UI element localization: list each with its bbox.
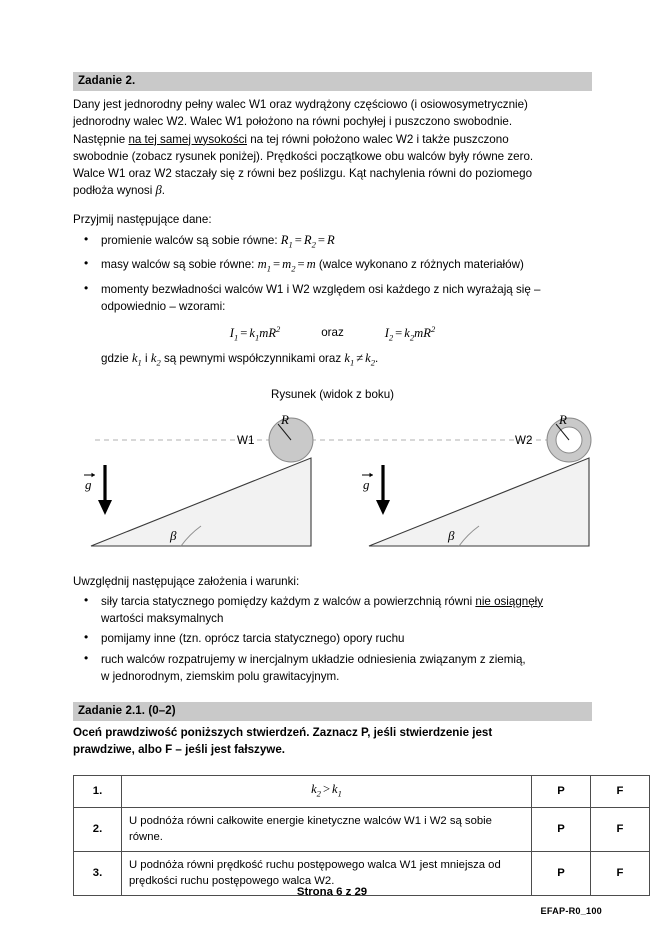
table-row [74,808,650,852]
assumptions-bullet-list [73,593,592,685]
data-bullet-radii: • promienie walców są sobie równe: $R_1 = R_2 = R$ [73,232,592,254]
answer-true-cell[interactable]: P [532,852,591,896]
formula-inertia-1: $I_1 = k_1mR^2$ [229,323,281,343]
row-number: 2. [74,808,122,852]
answer-false-cell[interactable]: F [591,808,650,852]
assumption-reference-frame: • ruch walców rozpatrujemy w inercjalnym układzie odniesienia związanym z ziemią, w jednorodnym, ziemskim polu grawitacyjnym. [73,651,592,685]
intro-line-6: podłoża wynosi β. [73,183,166,198]
row-statement: U podnóża równi całkowite energie kinetyczne walców W1 i W2 są sobie równe. [122,808,532,852]
assumption-underlined-phrase: nie osiągnęły [475,594,544,608]
data-bullet-masses: • masy walców są sobie równe: $m_1 = m_2 = m$ (walce wykonano z różnych materiałów) [73,256,592,278]
formula-masses: $m_1 = m_2 = m$ [257,257,316,274]
intro-line-3-prefix: Następnie [73,132,129,146]
incline-triangle-left [91,458,311,546]
inertia-formulas [73,323,592,342]
coefficients-note: gdzie $k_1$ i $k_2$ są pewnymi współczynnikami oraz $k_1 \ne k_2$. [101,351,379,368]
instruction-line-2: prawdziwe, albo F – jeśli jest fałszywe. [73,743,285,757]
gravity-arrow-right [376,465,390,515]
intro-line-1: Dany jest jednorodny pełny walec W1 oraz wydrążony częściowo (i osiowosymetrycznie) [73,98,528,112]
task-header-band: Zadanie 2. [73,72,592,91]
instruction-line-1: Oceń prawdziwość poniższych stwierdzeń. Zaznacz P, jeśli stwierdzenie jest [73,726,493,740]
row-statement [122,775,532,808]
incline-triangle-right [369,458,589,546]
table-row [74,775,650,808]
gravity-vector-tip-right [370,473,374,477]
intro-line-5: Walce W1 oraz W2 staczały się z równi bez poślizgu. Kąt nachylenia równi do poziomego [73,167,533,181]
row-number: 3. [74,852,122,896]
radius-label-w2: R [559,411,567,427]
data-bullet-inertia: • momenty bezwładności walców W1 i W2 względem osi każdego z nich wyrażają się – odpowiednio – wzorami: [73,281,592,315]
data-bullet-list [73,232,592,316]
footer-document-code: EFAP-R0_100 [540,906,602,916]
page-content [73,72,624,896]
assumptions-lead: Uwzględnij następujące założenia i warunki: [73,574,300,588]
gravity-label-left: g [85,476,92,492]
formula-inertia-2: $I_2 = k_2mR^2$ [384,323,436,343]
figure-right-setup [362,412,591,546]
label-w2: W2 [515,433,533,447]
task-intro-paragraph [73,96,592,199]
assumption-friction: • siły tarcia statycznego pomiędzy każdym z walców a powierzchnią równi nie osiągnęły wartości maksymalnych [73,593,592,627]
assumption-resistance: • pomijamy inne (tzn. oprócz tarcia statycznego) opory ruchu [73,630,592,647]
row-number: 1. [74,775,122,808]
row-statement: U podnóża równi prędkość ruchu postępowego walca W1 jest mniejsza od prędkości ruchu postępowego walca W2. [122,852,532,896]
formula-conjunction: oraz [321,326,344,340]
statement-formula-k2-gt-k1: $k_2 > k_1$ [311,781,342,799]
angle-label-left: β [170,527,177,543]
gravity-arrow-left [98,465,112,515]
intro-line-4: swobodnie (zobacz rysunek poniżej). Prędkości początkowe obu walców były równe zero. [73,149,534,163]
subtask-header-band: Zadanie 2.1. (0–2) [73,702,592,721]
gravity-vector-tip-left [92,473,96,477]
label-w1: W1 [237,433,255,447]
figure-caption: Rysunek (widok z boku) [270,387,395,401]
intro-line-3-suffix: na tej równi położono walec W2 i także puszczono [247,132,509,146]
true-false-table [73,775,650,897]
figure-left-setup [84,412,313,546]
intro-line-2: jednorodny walec W2. Walec W1 położono na równi pochyłej i puszczono swobodnie. [73,115,513,129]
gravity-label-right: g [363,476,370,492]
formula-radii: $R_1 = R_2 = R$ [280,232,335,250]
angle-label-right: β [448,527,455,543]
subtask-instruction [73,724,592,758]
radius-label-w1: R [281,411,289,427]
figure-side-view [73,407,592,559]
answer-false-cell[interactable]: F [591,775,650,808]
data-lead: Przyjmij następujące dane: [73,213,212,227]
answer-false-cell[interactable]: F [591,852,650,896]
answer-true-cell[interactable]: P [532,808,591,852]
footer-page-number: Strona 6 z 29 [296,886,368,898]
intro-underlined-phrase: na tej samej wysokości [128,132,247,146]
answer-true-cell[interactable]: P [532,775,591,808]
